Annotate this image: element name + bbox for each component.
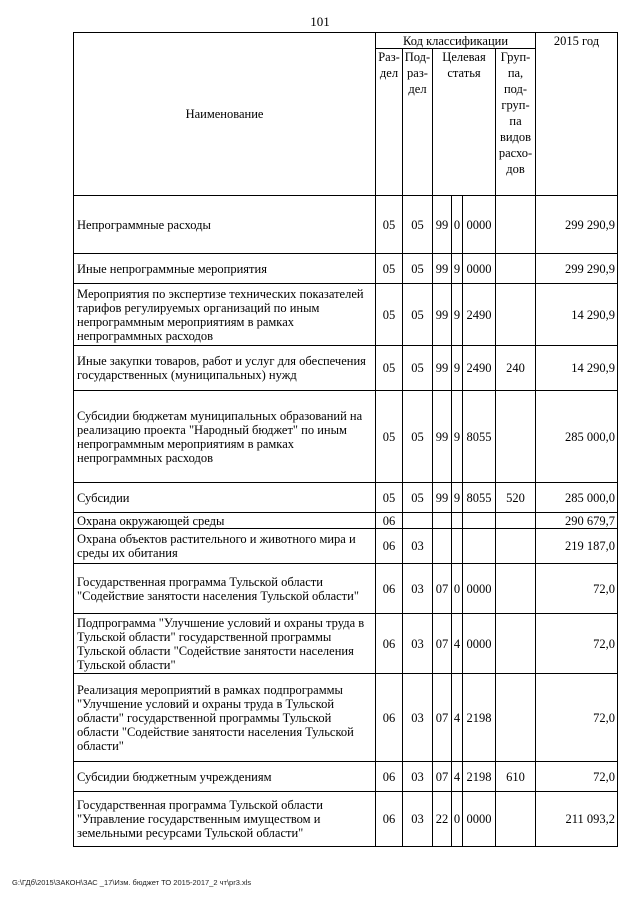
row-target-direction: 2490 — [463, 284, 496, 346]
row-razdel: 05 — [376, 483, 403, 513]
row-razdel: 05 — [376, 391, 403, 483]
row-amount: 72,0 — [536, 614, 618, 674]
row-podrazdel: 03 — [403, 762, 433, 792]
row-name: Иные непрограммные мероприятия — [74, 254, 376, 284]
row-target-program: 99 — [433, 391, 452, 483]
row-target-program: 07 — [433, 762, 452, 792]
row-target-subprogram: 0 — [452, 564, 463, 614]
row-target-subprogram: 9 — [452, 391, 463, 483]
row-expense-group — [496, 529, 536, 564]
table-row — [74, 529, 618, 564]
row-name: Субсидии бюджетным учреждениям — [74, 762, 376, 792]
row-podrazdel: 05 — [403, 284, 433, 346]
row-target-subprogram: 9 — [452, 284, 463, 346]
row-target-direction: 0000 — [463, 196, 496, 254]
budget-table — [73, 32, 618, 847]
row-amount: 219 187,0 — [536, 529, 618, 564]
row-name: Реализация мероприятий в рамках подпрограммы "Улучшение условий и охраны труда в Тульской области" государственной программы Тульской области "Содействие занятости населения Тульской области" — [74, 674, 376, 762]
header-razdel: Раз- дел — [376, 49, 403, 196]
row-razdel: 05 — [376, 196, 403, 254]
table-row — [74, 391, 618, 483]
row-target-direction: 0000 — [463, 792, 496, 847]
row-target-direction: 0000 — [463, 564, 496, 614]
table-row — [74, 762, 618, 792]
header-name: Наименование — [74, 33, 376, 196]
row-razdel: 06 — [376, 564, 403, 614]
row-razdel: 06 — [376, 792, 403, 847]
row-name: Подпрограмма "Улучшение условий и охраны труда в Тульской области" государственной программы Тульской области "Содействие занятости населения Тульской области" — [74, 614, 376, 674]
row-target-direction: 2490 — [463, 346, 496, 391]
row-razdel: 06 — [376, 513, 403, 529]
row-target-subprogram: 9 — [452, 254, 463, 284]
row-podrazdel: 05 — [403, 254, 433, 284]
row-name: Субсидии — [74, 483, 376, 513]
table-row — [74, 513, 618, 529]
row-target-direction — [463, 513, 496, 529]
row-target-program: 99 — [433, 196, 452, 254]
row-amount: 14 290,9 — [536, 346, 618, 391]
table-row — [74, 674, 618, 762]
row-razdel: 05 — [376, 254, 403, 284]
row-expense-group: 520 — [496, 483, 536, 513]
table-row — [74, 196, 618, 254]
row-target-program: 99 — [433, 346, 452, 391]
row-podrazdel: 03 — [403, 529, 433, 564]
row-target-subprogram: 0 — [452, 792, 463, 847]
row-podrazdel: 03 — [403, 564, 433, 614]
row-expense-group — [496, 564, 536, 614]
row-amount: 290 679,7 — [536, 513, 618, 529]
row-target-program: 07 — [433, 564, 452, 614]
row-target-program: 07 — [433, 614, 452, 674]
row-target-direction — [463, 529, 496, 564]
row-razdel: 05 — [376, 284, 403, 346]
row-razdel: 06 — [376, 614, 403, 674]
row-amount: 285 000,0 — [536, 391, 618, 483]
row-target-direction: 0000 — [463, 254, 496, 284]
row-expense-group — [496, 614, 536, 674]
row-podrazdel: 05 — [403, 346, 433, 391]
row-target-subprogram — [452, 513, 463, 529]
row-target-program: 99 — [433, 483, 452, 513]
row-amount: 285 000,0 — [536, 483, 618, 513]
row-podrazdel: 05 — [403, 483, 433, 513]
row-target-program: 99 — [433, 284, 452, 346]
row-amount: 72,0 — [536, 564, 618, 614]
row-podrazdel: 03 — [403, 614, 433, 674]
table-row — [74, 284, 618, 346]
row-podrazdel — [403, 513, 433, 529]
row-name: Непрограммные расходы — [74, 196, 376, 254]
table-row — [74, 792, 618, 847]
header-target-article: Целевая статья — [433, 49, 496, 196]
header-year: 2015 год — [536, 33, 618, 196]
row-name: Охрана объектов растительного и животного мира и среды их обитания — [74, 529, 376, 564]
row-target-subprogram: 9 — [452, 483, 463, 513]
row-podrazdel: 03 — [403, 792, 433, 847]
page-number: 101 — [310, 14, 330, 29]
row-expense-group — [496, 513, 536, 529]
row-target-program: 99 — [433, 254, 452, 284]
table-row — [74, 614, 618, 674]
row-expense-group: 610 — [496, 762, 536, 792]
file-path-footer: G:\ГДб\2015\ЗАКОН\ЗАС _17\Изм. бюджет ТО 2015-2017_2 чт\pr3.xls — [12, 878, 252, 887]
row-target-direction: 2198 — [463, 762, 496, 792]
table-row — [74, 254, 618, 284]
row-name: Охрана окружающей среды — [74, 513, 376, 529]
row-name: Мероприятия по экспертизе технических показателей тарифов регулируемых организаций по иным непрограммным мероприятиям в рамках непрограммных расходов — [74, 284, 376, 346]
table-row — [74, 483, 618, 513]
row-amount: 72,0 — [536, 762, 618, 792]
row-target-direction: 0000 — [463, 614, 496, 674]
row-expense-group — [496, 792, 536, 847]
table-row — [74, 346, 618, 391]
row-podrazdel: 05 — [403, 196, 433, 254]
row-target-subprogram — [452, 529, 463, 564]
row-amount: 72,0 — [536, 674, 618, 762]
row-name: Государственная программа Тульской области "Управление государственным имуществом и земельными ресурсами Тульской области" — [74, 792, 376, 847]
row-podrazdel: 05 — [403, 391, 433, 483]
row-target-direction: 8055 — [463, 391, 496, 483]
row-amount: 211 093,2 — [536, 792, 618, 847]
row-target-direction: 2198 — [463, 674, 496, 762]
row-target-subprogram: 4 — [452, 674, 463, 762]
row-expense-group: 240 — [496, 346, 536, 391]
row-target-program — [433, 529, 452, 564]
row-target-subprogram: 9 — [452, 346, 463, 391]
row-razdel: 05 — [376, 346, 403, 391]
row-target-program: 22 — [433, 792, 452, 847]
row-target-program: 07 — [433, 674, 452, 762]
header-podrazdel: Под- раз- дел — [403, 49, 433, 196]
row-name: Иные закупки товаров, работ и услуг для обеспечения государственных (муниципальных) нужд — [74, 346, 376, 391]
row-amount: 299 290,9 — [536, 196, 618, 254]
row-amount: 299 290,9 — [536, 254, 618, 284]
row-expense-group — [496, 254, 536, 284]
row-razdel: 06 — [376, 529, 403, 564]
row-target-program — [433, 513, 452, 529]
row-target-direction: 8055 — [463, 483, 496, 513]
row-expense-group — [496, 284, 536, 346]
header-group: Груп- па, под- груп- па видов расхо- дов — [496, 49, 536, 196]
table-row — [74, 564, 618, 614]
row-amount: 14 290,9 — [536, 284, 618, 346]
row-razdel: 06 — [376, 762, 403, 792]
row-razdel: 06 — [376, 674, 403, 762]
row-target-subprogram: 4 — [452, 614, 463, 674]
row-podrazdel: 03 — [403, 674, 433, 762]
header-code-classification: Код классификации — [376, 33, 536, 49]
row-target-subprogram: 0 — [452, 196, 463, 254]
row-name: Государственная программа Тульской области "Содействие занятости населения Тульской области" — [74, 564, 376, 614]
row-expense-group — [496, 674, 536, 762]
row-name: Субсидии бюджетам муниципальных образований на реализацию проекта "Народный бюджет" по иным непрограммным мероприятиям в рамках непрограммных расходов — [74, 391, 376, 483]
row-target-subprogram: 4 — [452, 762, 463, 792]
row-expense-group — [496, 391, 536, 483]
row-expense-group — [496, 196, 536, 254]
